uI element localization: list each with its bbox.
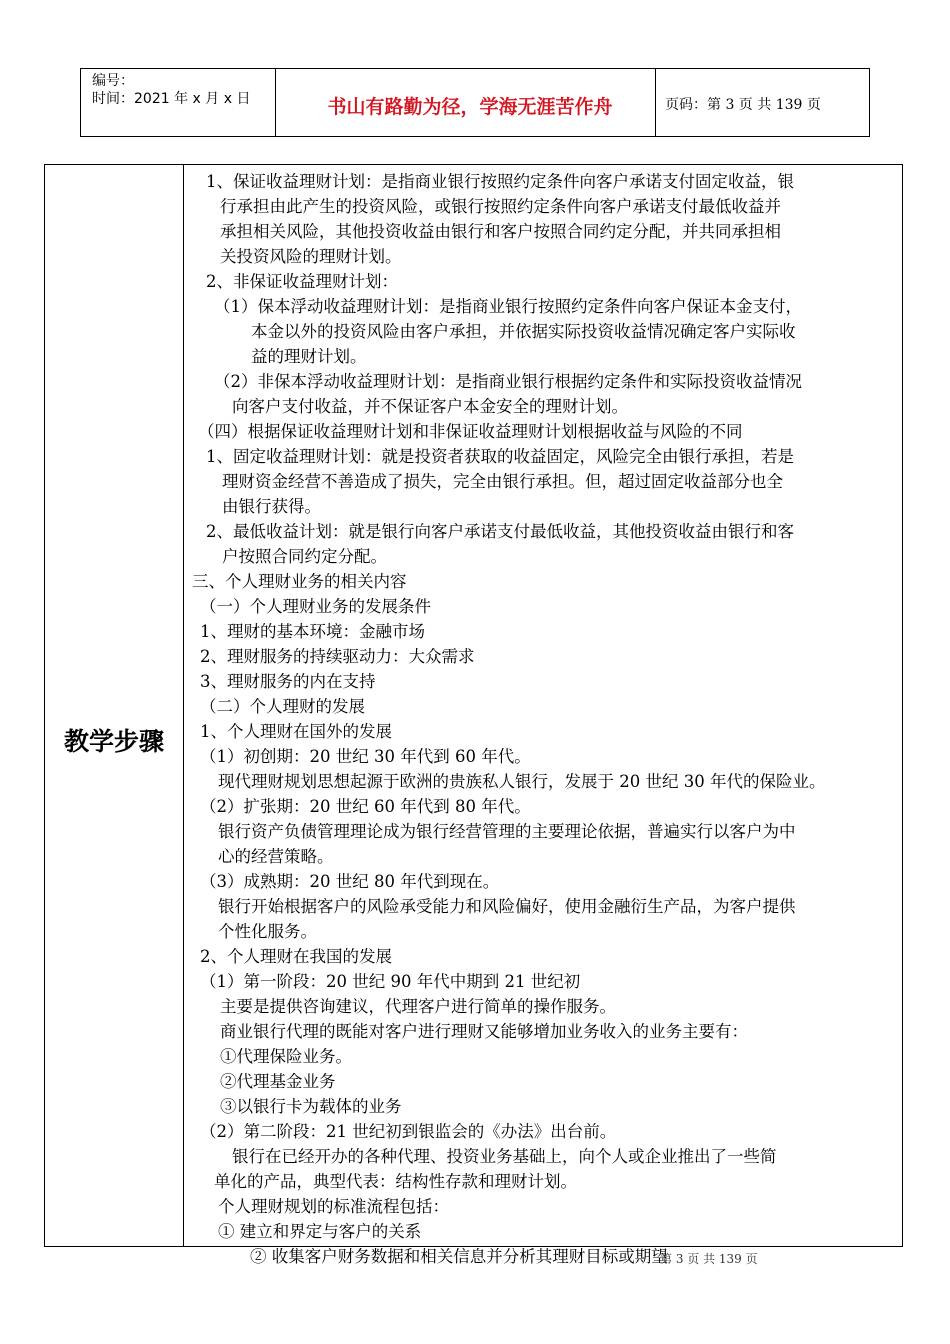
header-bottom-rule bbox=[80, 136, 870, 137]
content-line: （四）根据保证收益理财计划和非保证收益理财计划根据收益与风险的不同 bbox=[198, 422, 743, 441]
serial-label: 编号： bbox=[92, 73, 134, 89]
content-line: 本金以外的投资风险由客户承担，并依据实际投资收益情况确定客户实际收 bbox=[251, 322, 796, 341]
content-line: 1、个人理财在国外的发展 bbox=[200, 722, 392, 741]
table-column-divider bbox=[183, 164, 184, 1246]
content-line: ②代理基金业务 bbox=[220, 1072, 336, 1091]
content-line: 理财资金经营不善造成了损失，完全由银行承担。但，超过固定收益部分也全 bbox=[222, 472, 783, 491]
content-line: 由银行获得。 bbox=[222, 497, 321, 516]
content-line: 银行在已经开办的各种代理、投资业务基础上，向个人或企业推出了一些简 bbox=[232, 1147, 777, 1166]
content-line: ①代理保险业务。 bbox=[220, 1047, 352, 1066]
content-line: （1）第一阶段：20 世纪 90 年代中期到 21 世纪初 bbox=[200, 972, 581, 991]
content-line: 心的经营策略。 bbox=[218, 847, 334, 866]
overflow-content-line: ② 收集客户财务数据和相关信息并分析其理财目标或期望 bbox=[250, 1247, 668, 1266]
content-line: （一）个人理财业务的发展条件 bbox=[200, 597, 431, 616]
content-line: 承担相关风险，其他投资收益由银行和客户按照合同约定分配，并共同承担相 bbox=[220, 222, 781, 241]
content-line: 户按照合同约定分配。 bbox=[222, 547, 387, 566]
date-label: 时间：2021 年 x 月 x 日 bbox=[92, 91, 251, 107]
header-meta bbox=[92, 72, 250, 108]
content-line: （2）第二阶段：21 世纪初到银监会的《办法》出台前。 bbox=[200, 1122, 617, 1141]
content-line: 3、理财服务的内在支持 bbox=[200, 672, 376, 691]
content-line: 个性化服务。 bbox=[218, 922, 317, 941]
content-line: 银行开始根据客户的风险承受能力和风险偏好，使用金融衍生产品，为客户提供 bbox=[218, 897, 796, 916]
content-line: ① 建立和界定与客户的关系 bbox=[218, 1222, 422, 1241]
content-line: 1、固定收益理财计划：就是投资者获取的收益固定，风险完全由银行承担，若是 bbox=[206, 447, 794, 466]
content-line: 1、理财的基本环境：金融市场 bbox=[200, 622, 425, 641]
content-line: （1）初创期：20 世纪 30 年代到 60 年代。 bbox=[200, 747, 531, 766]
content-line: （2）扩张期：20 世纪 60 年代到 80 年代。 bbox=[200, 797, 531, 816]
content-line: 2、非保证收益理财计划： bbox=[206, 272, 398, 291]
content-line: 主要是提供咨询建议，代理客户进行简单的操作服务。 bbox=[220, 997, 616, 1016]
content-line: 2、理财服务的持续驱动力：大众需求 bbox=[200, 647, 475, 666]
header-divider bbox=[275, 69, 276, 136]
content-line: 2、个人理财在我国的发展 bbox=[200, 947, 392, 966]
header-divider bbox=[655, 69, 656, 136]
content-line: 单化的产品，典型代表：结构性存款和理财计划。 bbox=[214, 1172, 577, 1191]
content-line: （2）非保本浮动收益理财计划：是指商业银行根据约定条件和实际投资收益情况 bbox=[214, 372, 802, 391]
content-line: （二）个人理财的发展 bbox=[200, 697, 365, 716]
header-divider bbox=[869, 69, 870, 136]
content-line: 三、个人理财业务的相关内容 bbox=[192, 572, 407, 591]
content-line: （1）保本浮动收益理财计划：是指商业银行按照约定条件向客户保证本金支付， bbox=[214, 297, 802, 316]
content-line: （3）成熟期：20 世纪 80 年代到现在。 bbox=[200, 872, 500, 891]
header-motto: 书山有路勤为径，学海无涯苦作舟 bbox=[327, 96, 613, 118]
content-line: 益的理财计划。 bbox=[251, 347, 367, 366]
table-border-top bbox=[44, 164, 903, 165]
content-line: 关投资风险的理财计划。 bbox=[220, 247, 402, 266]
table-border-right bbox=[902, 164, 903, 1246]
content-line: 1、保证收益理财计划：是指商业银行按照约定条件向客户承诺支付固定收益，银 bbox=[206, 172, 794, 191]
content-line: 2、最低收益计划：就是银行向客户承诺支付最低收益，其他投资收益由银行和客 bbox=[206, 522, 794, 541]
content-line: 向客户支付收益，并不保证客户本金安全的理财计划。 bbox=[232, 397, 628, 416]
section-label: 教学步骤 bbox=[63, 727, 164, 756]
table-border-left bbox=[44, 164, 45, 1246]
header-divider bbox=[80, 69, 81, 136]
content-line: 商业银行代理的既能对客户进行理财又能够增加业务收入的业务主要有： bbox=[220, 1022, 748, 1041]
page-number-label: 页码：第 3 页 共 139 页 bbox=[665, 97, 821, 113]
page-footer: 第 3 页 共 139 页 bbox=[660, 1252, 758, 1266]
content-line: 现代理财规划思想起源于欧洲的贵族私人银行，发展于 20 世纪 30 年代的保险业。 bbox=[218, 772, 826, 791]
content-line: 银行资产负债管理理论成为银行经营管理的主要理论依据，普遍实行以客户为中 bbox=[218, 822, 796, 841]
content-line: ③以银行卡为载体的业务 bbox=[220, 1097, 402, 1116]
header-top-rule bbox=[80, 68, 870, 69]
content-line: 行承担由此产生的投资风险，或银行按照约定条件向客户承诺支付最低收益并 bbox=[220, 197, 781, 216]
content-line: 个人理财规划的标准流程包括： bbox=[218, 1197, 449, 1216]
